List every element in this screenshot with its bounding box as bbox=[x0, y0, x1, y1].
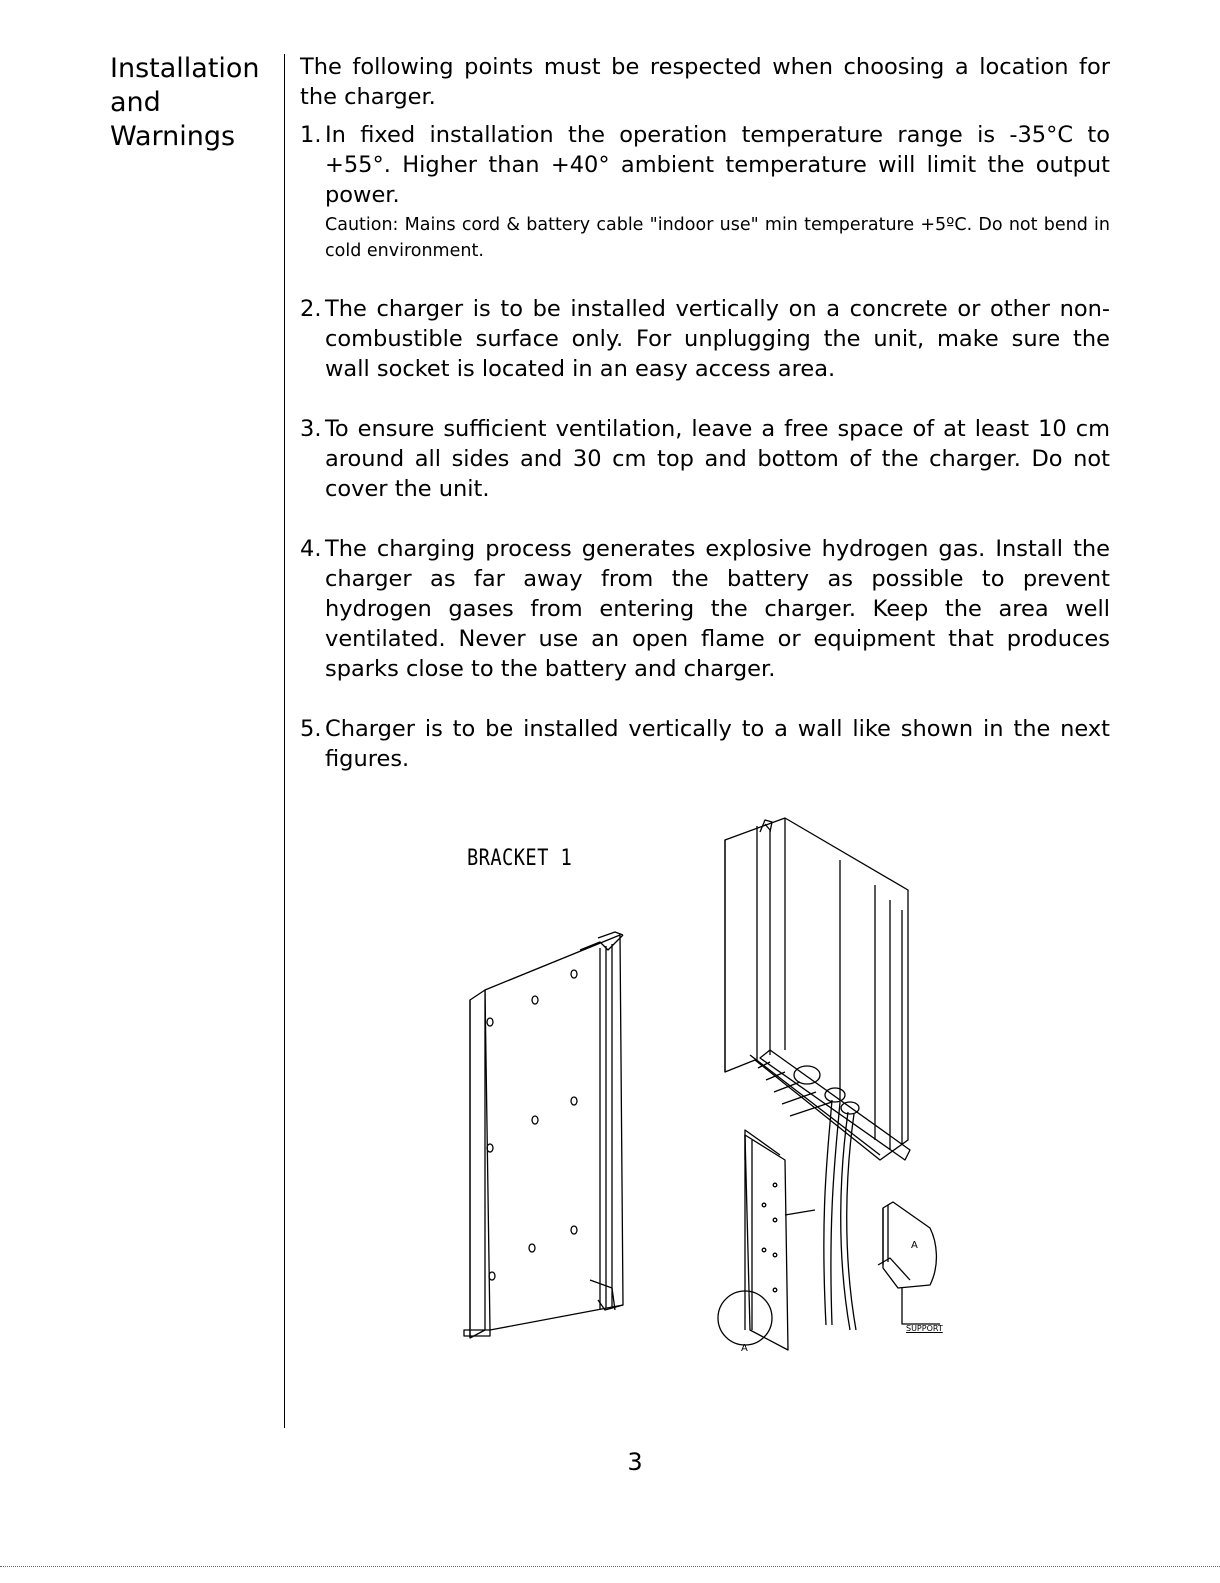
list-item-number: 1. bbox=[300, 122, 322, 148]
list-item bbox=[300, 294, 1110, 384]
bracket-drawing bbox=[464, 932, 623, 1338]
installation-figure bbox=[440, 810, 960, 1370]
list-item-number: 5. bbox=[300, 716, 322, 742]
list-item-number: 2. bbox=[300, 296, 322, 322]
list-item bbox=[300, 534, 1110, 684]
caution-note: Caution: Mains cord & battery cable "indoor use" min temperature +5ºC. Do not bend in cold environment. bbox=[325, 215, 1110, 261]
detail-label-a: A bbox=[741, 1343, 748, 1354]
warning-list bbox=[300, 120, 1110, 774]
support-label: SUPPORT bbox=[906, 1324, 943, 1333]
section-title bbox=[110, 52, 270, 154]
section-title-line-3: Warnings bbox=[110, 121, 236, 152]
page-number: 3 bbox=[627, 1448, 643, 1476]
list-item-text: The charging process generates explosive hydrogen gas. Install the charger as far away from the battery as possible to prevent hydrogen gases from entering the charger. Keep the area well ventilated. Never use an open flame or equipment that produces sparks close to the battery and charger. bbox=[325, 536, 1110, 682]
list-item bbox=[300, 120, 1110, 264]
main-content bbox=[300, 52, 1110, 804]
list-item bbox=[300, 714, 1110, 774]
intro-paragraph: The following points must be respected when choosing a location for the charger. bbox=[300, 54, 1110, 110]
column-divider bbox=[284, 54, 285, 1428]
charger-drawing bbox=[718, 818, 940, 1350]
list-item-text: Charger is to be installed vertically to a wall like shown in the next figures. bbox=[325, 716, 1110, 772]
list-item-text: To ensure sufficient ventilation, leave a free space of at least 10 cm around all sides and 30 cm top and bottom of the charger. Do not cover the unit. bbox=[325, 416, 1110, 502]
list-item-text: The charger is to be installed vertically on a concrete or other non-combustible surface only. For unplugging the unit, make sure the wall socket is located in an easy access area. bbox=[325, 296, 1110, 382]
page-bottom-border bbox=[0, 1566, 1220, 1567]
section-title-line-1: Installation bbox=[110, 53, 260, 84]
list-item-number: 3. bbox=[300, 416, 322, 442]
section-title-line-2: and bbox=[110, 87, 161, 118]
list-item-number: 4. bbox=[300, 536, 322, 562]
detail-label-a-zoom: A bbox=[911, 1240, 918, 1251]
list-item bbox=[300, 414, 1110, 504]
bracket-label: BRACKET 1 bbox=[467, 846, 573, 871]
list-item-text: In fixed installation the operation temperature range is -35°C to +55°. Higher than +40° ambient temperature will limit the output power. bbox=[325, 122, 1110, 208]
